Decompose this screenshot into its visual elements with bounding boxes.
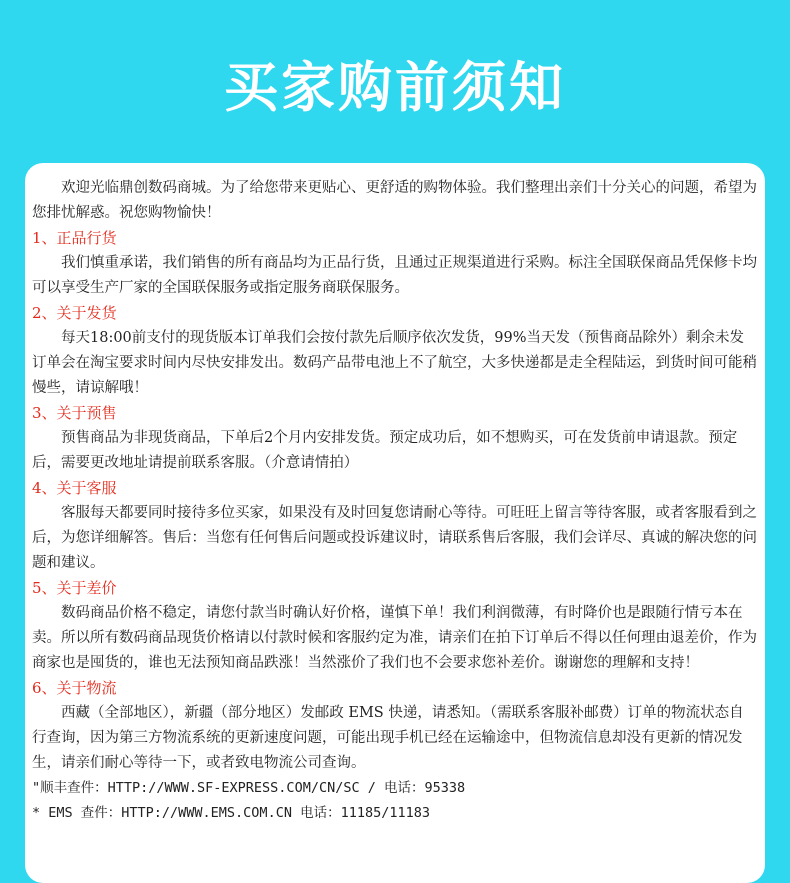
section-heading-authentic: 1、正品行货 [32,229,117,247]
section-text-presale: 预售商品为非现货商品，下单后2个月内安排发货。预定成功后，如不想购买，可在发货前申请退款。预定后，需要更改地址请提前联系客服。（介意请情拍） [32,430,738,471]
section-heading-logistics: 6、关于物流 [32,679,117,697]
section-heading-service: 4、关于客服 [32,479,117,497]
notice-content [32,176,758,826]
section-text-price-difference: 数码商品价格不稳定，请您付款当时确认好价格，谨慎下单！我们利润微薄，有时降价也是跟随行情亏本在卖。所以所有数码商品现货价格请以付款时候和客服约定为准，请亲们在拍下订单后不得以任何理由退差价，作为商家也是囤货的，谁也无法预知商品跌涨！当然涨价了我们也不会要求您补差价。谢谢您的理解和支持！ [32,605,757,671]
section-heading-presale: 3、关于预售 [32,404,117,422]
page-title: 买家购前须知 [224,56,566,119]
section-text-authentic: 我们慎重承诺，我们销售的所有商品均为正品行货，且通过正规渠道进行采购。标注全国联保商品凭保修卡均可以享受生产厂家的全国联保服务或指定服务商联保服务。 [32,255,757,296]
section-heading-price-difference: 5、关于差价 [32,579,117,597]
section-text-service: 客服每天都要同时接待多位买家，如果没有及时回复您请耐心等待。可旺旺上留言等待客服，或者客服看到之后，为您详细解答。售后：当您有任何售后问题或投诉建议时，请联系售后客服，我们会详尽、真诚的解决您的问题和建议。 [32,505,757,571]
intro-text: 欢迎光临鼎创数码商城。为了给您带来更贴心、更舒适的购物体验。我们整理出亲们十分关心的问题，希望为您排忧解惑。祝您购物愉快！ [32,180,757,221]
section-heading-shipping: 2、关于发货 [32,304,117,322]
sf-express-link-line: "顺丰查件：HTTP://WWW.SF-EXPRESS.COM/CN/SC / 电话：95338 [32,780,466,796]
section-text-logistics: 西藏（全部地区），新疆（部分地区）发邮政 EMS 快递，请悉知。（需联系客服补邮费）订单的物流状态自行查询，因为第三方物流系统的更新速度问题，可能出现手机已经在运输途中，但物流信息却没有更新的情况发生，请亲们耐心等待一下，或者致电物流公司查询。 [32,705,744,771]
section-text-shipping: 每天18:00前支付的现货版本订单我们会按付款先后顺序依次发货，99%当天发（预售商品除外）剩余未发订单会在淘宝要求时间内尽快安排发出。数码产品带电池上不了航空，大多快递都是走全程陆运，到货时间可能稍慢些，请谅解哦！ [32,330,757,396]
ems-link-line: * EMS 查件：HTTP://WWW.EMS.COM.CN 电话：11185/11183 [32,805,430,821]
